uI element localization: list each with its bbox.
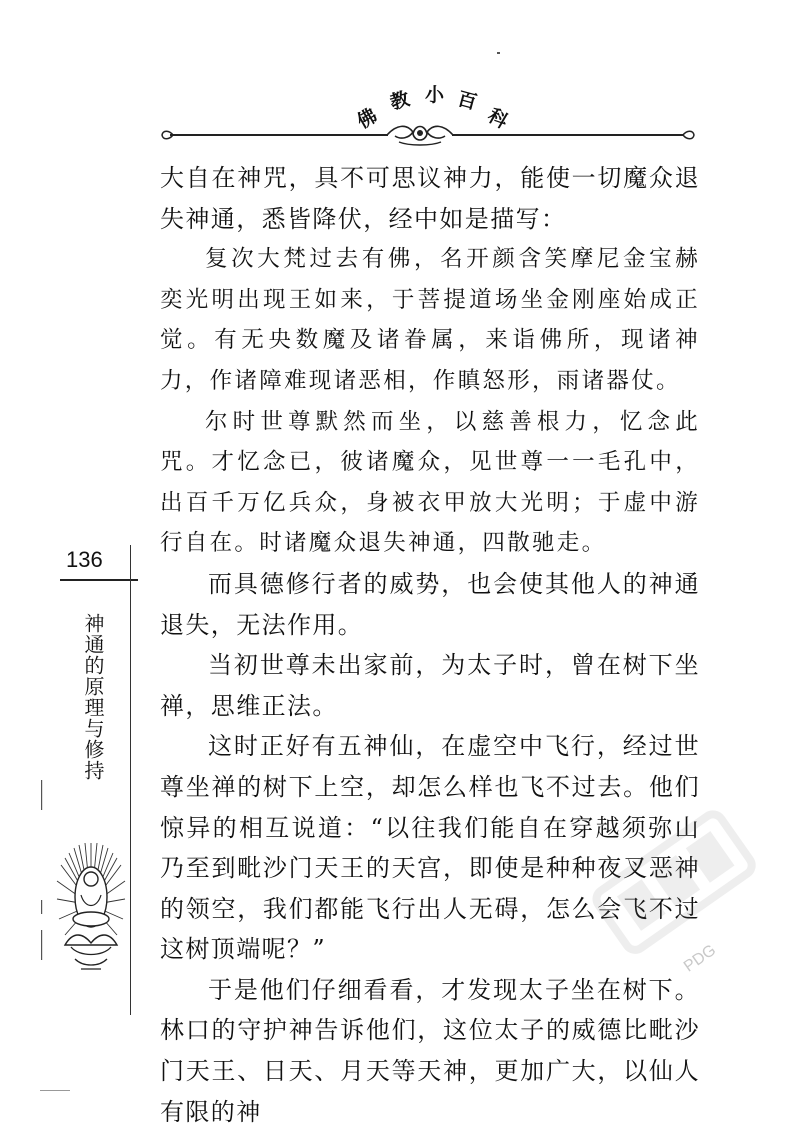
series-title-char: 科 — [484, 104, 512, 134]
page-number-rule — [60, 579, 138, 581]
paragraph: 当初世尊未出家前，为太子时，曾在树下坐禅，思维正法。 — [160, 651, 700, 720]
header-rule-left — [170, 134, 388, 136]
paragraph: 于是他们仔细看看，才发现太子坐在树下。林口的守护神告诉他们，这位太子的威德比毗沙门天王、日天、月天等天神，更加广大，以仙人有限的神 — [160, 975, 700, 1126]
paragraph: 大自在神咒，具不可思议神力，能使一切魔众退失神通，悉皆降伏，经中如是描写： — [160, 164, 700, 233]
rule-end-left-icon — [160, 129, 174, 141]
page-number: 136 — [66, 547, 103, 572]
series-title-char: 小 — [425, 84, 445, 106]
margin-divider — [130, 545, 131, 1015]
series-title-char: 教 — [387, 87, 412, 115]
chapter-title: 神通的原理与修持 — [81, 613, 105, 781]
body-text — [160, 158, 700, 1132]
paragraph: 而具德修行者的威势，也会使其他人的神通退失，无法作用。 — [160, 569, 700, 639]
header-rule-right — [452, 134, 684, 136]
scan-speck — [40, 1090, 70, 1091]
quoted-passage: 尔时世尊默然而坐，以慈善根力，忆念此咒。才忆念已，彼诸魔众，见世尊一一毛孔中，出百千万亿兵众，身被衣甲放大光明；于虚中游行自在。时诸魔众退失神通，四散驰走。 — [160, 408, 700, 557]
quoted-passage: 复次大梵过去有佛，名开颜含笑摩尼金宝赫奕光明出现王如来，于菩提道场坐金刚座始成正觉。有无央数魔及诸眷属，来诣佛所，现诸神力，作诸障难现诸恶相，作瞋怒形，雨诸器仗。 — [160, 246, 700, 394]
watermark-label: PDG — [680, 941, 720, 976]
buddha-figure-icon — [55, 835, 127, 985]
page-header — [0, 0, 793, 150]
paragraph: 这时正好有五神仙，在虚空中飞行，经过世尊坐禅的树下上空，却怎么样也飞不过去。他们惊异的相互说道：“以往我们能自在穿越须弥山乃至到毗沙门天王的天宫，即使是种种夜叉恶神的领空，我们都能飞行出人无碍，怎么会飞不过这树顶端呢？” — [160, 732, 700, 964]
scan-speck — [497, 52, 500, 54]
lotus-ornament-icon — [385, 120, 455, 148]
watermark-seal-icon — [570, 790, 770, 980]
rule-end-right-icon — [682, 129, 696, 141]
series-title-char: 佛 — [353, 104, 381, 134]
series-title-char: 百 — [455, 87, 480, 115]
margin-tick-marks — [40, 780, 44, 960]
